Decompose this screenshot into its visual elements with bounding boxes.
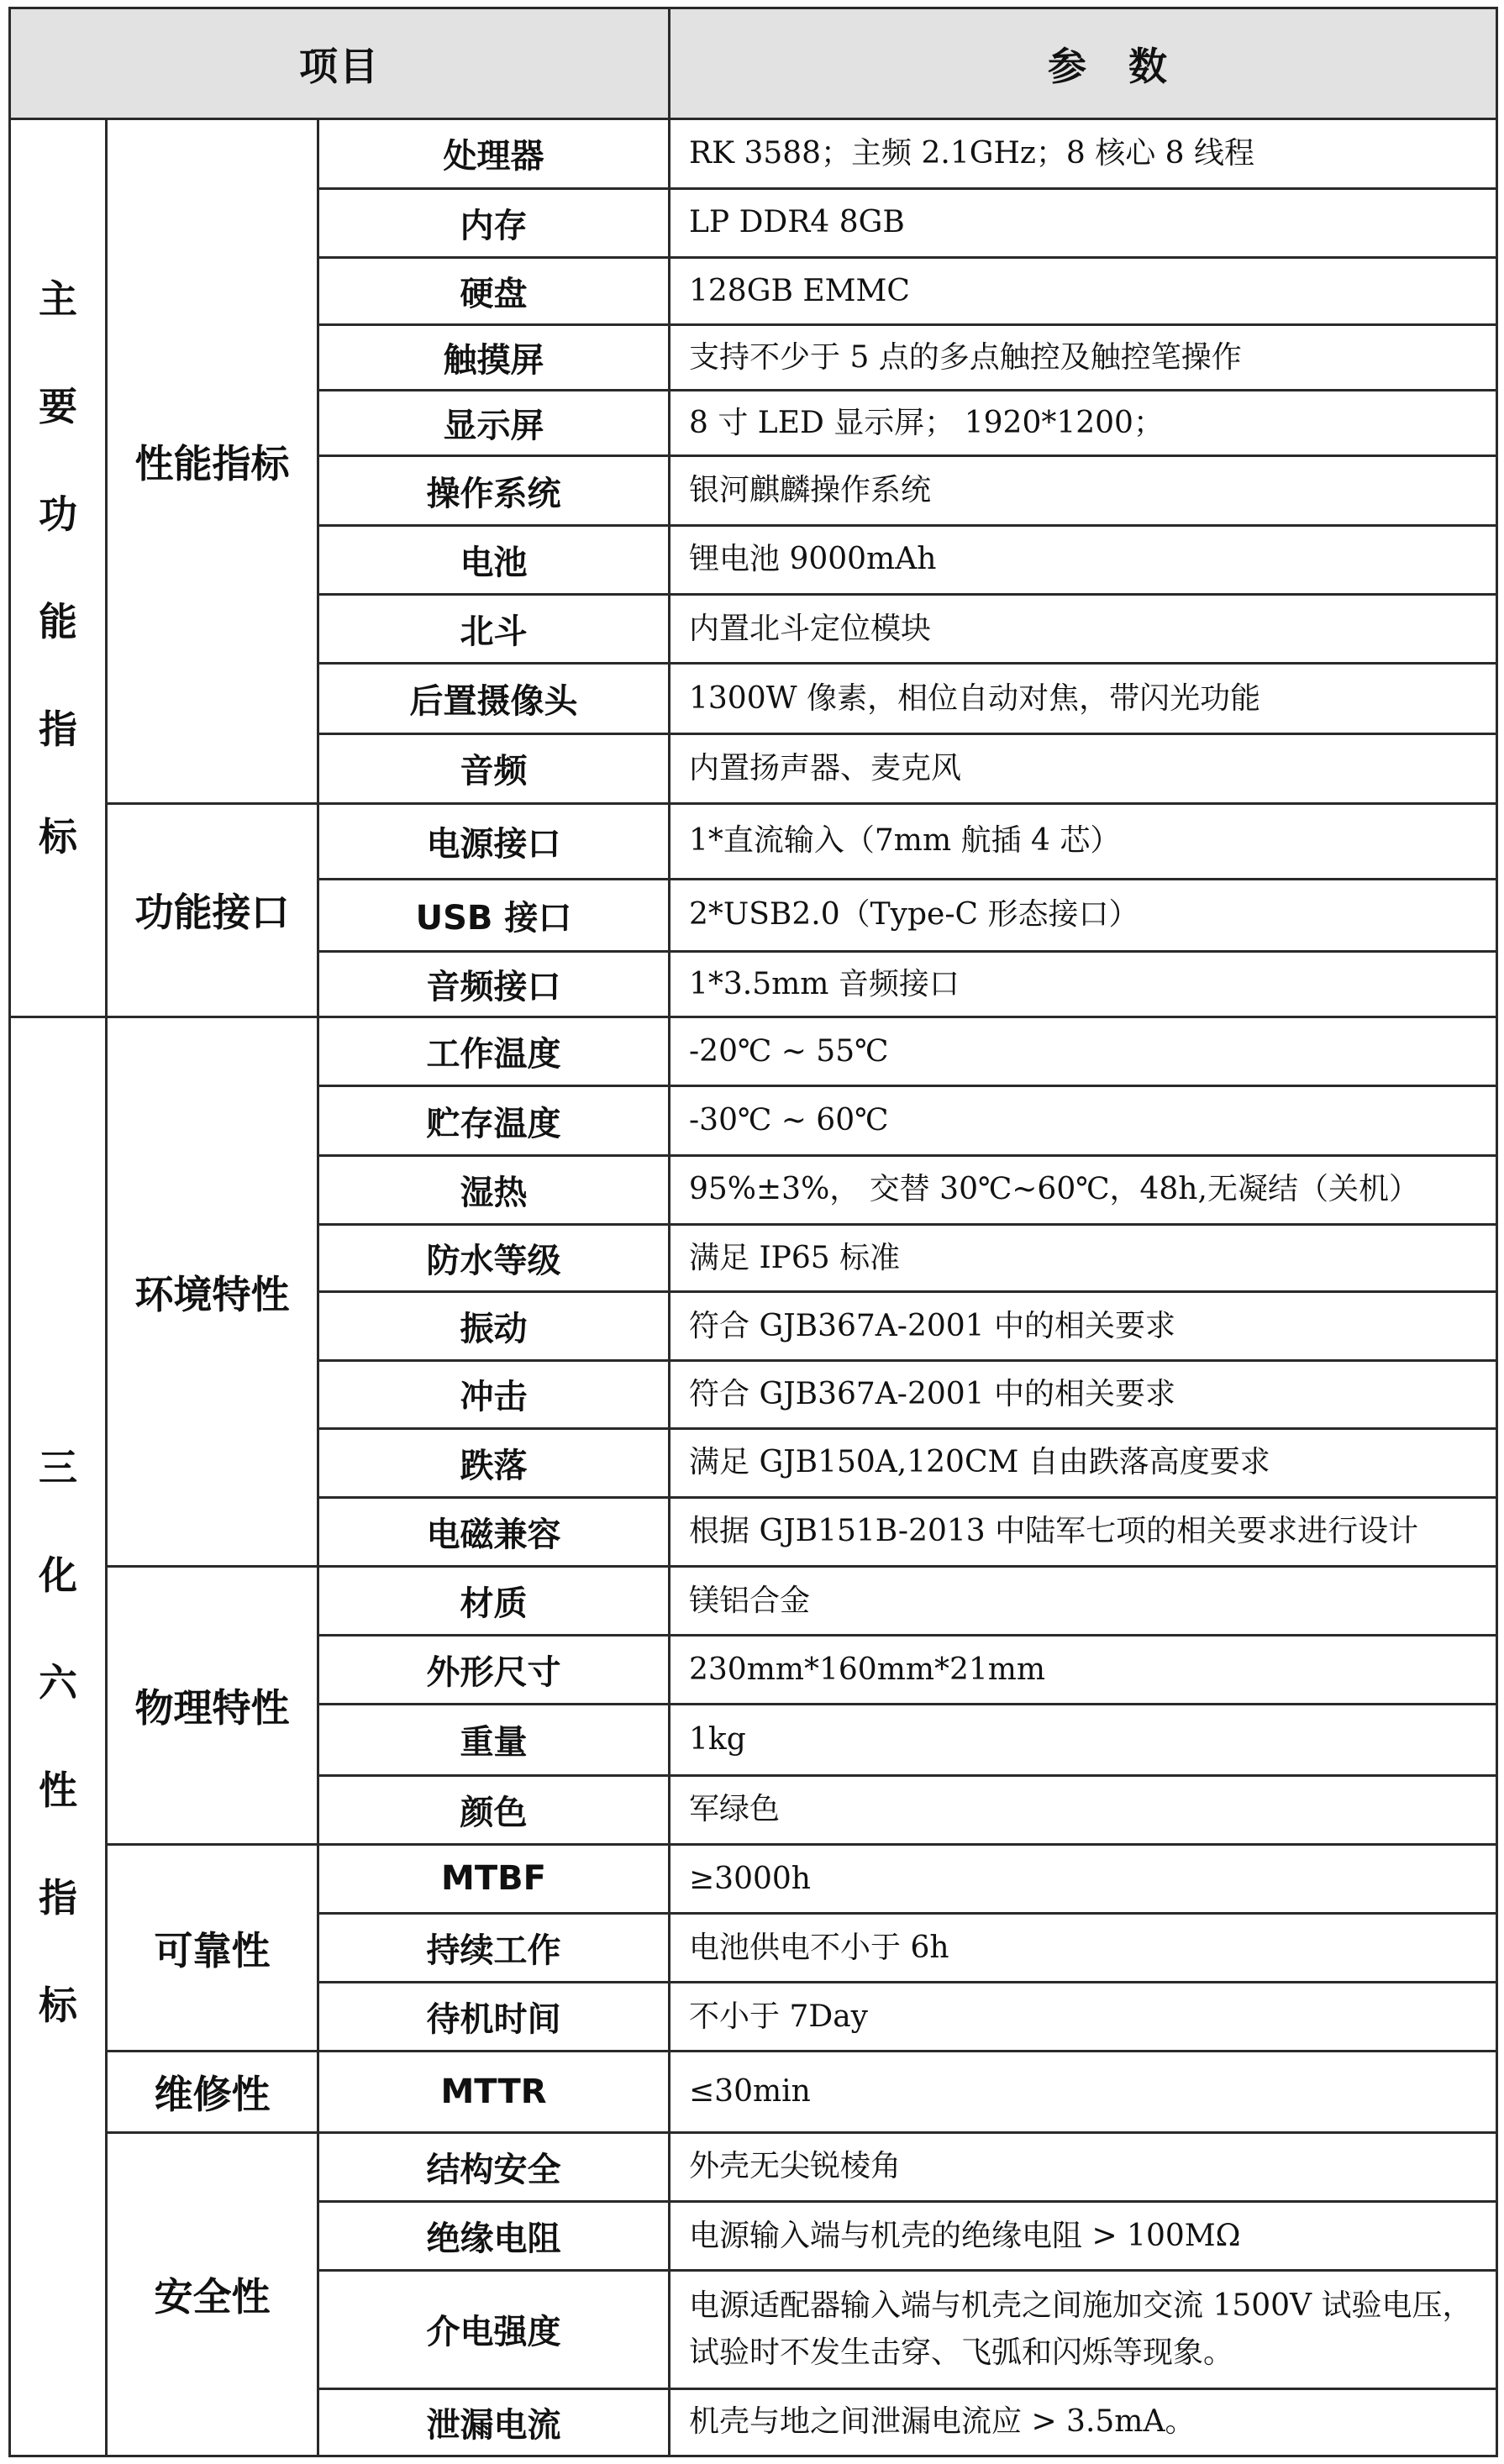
param-value: 内置扬声器、麦克风 bbox=[670, 734, 1497, 803]
category-physical: 物理特性 bbox=[107, 1566, 318, 1844]
item-label: 颜色 bbox=[318, 1775, 670, 1844]
param-value: 符合 GJB367A-2001 中的相关要求 bbox=[670, 1361, 1497, 1428]
item-label: 音频接口 bbox=[318, 951, 670, 1017]
param-value: 不小于 7Day bbox=[670, 1983, 1497, 2052]
item-label: 触摸屏 bbox=[318, 325, 670, 391]
item-label: 结构安全 bbox=[318, 2132, 670, 2201]
header-param: 参 数 bbox=[670, 8, 1497, 119]
param-value: 银河麒麟操作系统 bbox=[670, 456, 1497, 525]
item-label: 跌落 bbox=[318, 1428, 670, 1497]
item-label: 外形尺寸 bbox=[318, 1636, 670, 1705]
category-interface: 功能接口 bbox=[107, 803, 318, 1017]
item-label: 操作系统 bbox=[318, 456, 670, 525]
category-reliability: 可靠性 bbox=[107, 1844, 318, 2052]
param-value: 锂电池 9000mAh bbox=[670, 525, 1497, 594]
item-label: MTBF bbox=[318, 1844, 670, 1913]
item-label: 电源接口 bbox=[318, 803, 670, 879]
param-value: 8 寸 LED 显示屏； 1920*1200； bbox=[670, 391, 1497, 456]
table-row bbox=[10, 2132, 1497, 2201]
param-value: 1*直流输入（7mm 航插 4 芯） bbox=[670, 803, 1497, 879]
item-label: 泄漏电流 bbox=[318, 2388, 670, 2456]
param-value: 1*3.5mm 音频接口 bbox=[670, 951, 1497, 1017]
item-label: 电池 bbox=[318, 525, 670, 594]
category-maintainability: 维修性 bbox=[107, 2052, 318, 2132]
param-value: 符合 GJB367A-2001 中的相关要求 bbox=[670, 1292, 1497, 1361]
param-value: -30℃ ~ 60℃ bbox=[670, 1086, 1497, 1155]
item-label: 显示屏 bbox=[318, 391, 670, 456]
spec-table bbox=[8, 7, 1498, 2457]
param-value: 外壳无尖锐棱角 bbox=[670, 2132, 1497, 2201]
item-label: 贮存温度 bbox=[318, 1086, 670, 1155]
param-value: 军绿色 bbox=[670, 1775, 1497, 1844]
table-row bbox=[10, 119, 1497, 188]
table-row bbox=[10, 803, 1497, 879]
param-value: 支持不少于 5 点的多点触控及触控笔操作 bbox=[670, 325, 1497, 391]
item-label: 北斗 bbox=[318, 594, 670, 663]
item-label: 冲击 bbox=[318, 1361, 670, 1428]
param-value: 镁铝合金 bbox=[670, 1566, 1497, 1635]
param-value: -20℃ ~ 55℃ bbox=[670, 1017, 1497, 1086]
item-label: 音频 bbox=[318, 734, 670, 803]
param-value: 2*USB2.0（Type-C 形态接口） bbox=[670, 879, 1497, 951]
table-row bbox=[10, 1017, 1497, 1086]
item-label: 防水等级 bbox=[318, 1224, 670, 1291]
item-label: 湿热 bbox=[318, 1155, 670, 1224]
group-three-label: 三 化 六 性 指 标 bbox=[10, 1017, 107, 2456]
param-value: 根据 GJB151B-2013 中陆军七项的相关要求进行设计 bbox=[670, 1497, 1497, 1566]
table-row bbox=[10, 1844, 1497, 1913]
category-performance: 性能指标 bbox=[107, 119, 318, 803]
item-label: 待机时间 bbox=[318, 1983, 670, 2052]
param-value: 内置北斗定位模块 bbox=[670, 594, 1497, 663]
item-label: 重量 bbox=[318, 1705, 670, 1775]
item-label: 电磁兼容 bbox=[318, 1497, 670, 1566]
param-value: 电源适配器输入端与机壳之间施加交流 1500V 试验电压，试验时不发生击穿、飞弧和闪烁等现象。 bbox=[670, 2271, 1497, 2388]
param-value: 128GB EMMC bbox=[670, 257, 1497, 324]
category-safety: 安全性 bbox=[107, 2132, 318, 2456]
header-row bbox=[10, 8, 1497, 119]
param-value: RK 3588；主频 2.1GHz；8 核心 8 线程 bbox=[670, 119, 1497, 188]
param-value: 电源输入端与机壳的绝缘电阻 > 100MΩ bbox=[670, 2201, 1497, 2270]
item-label: 工作温度 bbox=[318, 1017, 670, 1086]
param-value: 1kg bbox=[670, 1705, 1497, 1775]
param-value: 1300W 像素，相位自动对焦，带闪光功能 bbox=[670, 664, 1497, 734]
param-value: ≥3000h bbox=[670, 1844, 1497, 1913]
param-value: ≤30min bbox=[670, 2052, 1497, 2132]
item-label: 持续工作 bbox=[318, 1914, 670, 1983]
param-value: 电池供电不小于 6h bbox=[670, 1914, 1497, 1983]
item-label: USB 接口 bbox=[318, 879, 670, 951]
item-label: 后置摄像头 bbox=[318, 664, 670, 734]
table-row bbox=[10, 1566, 1497, 1635]
item-label: 内存 bbox=[318, 188, 670, 257]
param-value: 满足 GJB150A,120CM 自由跌落高度要求 bbox=[670, 1428, 1497, 1497]
item-label: 硬盘 bbox=[318, 257, 670, 324]
param-value: 满足 IP65 标准 bbox=[670, 1224, 1497, 1291]
item-label: 介电强度 bbox=[318, 2271, 670, 2388]
group-main-label: 主 要 功 能 指 标 bbox=[10, 119, 107, 1017]
item-label: 材质 bbox=[318, 1566, 670, 1635]
header-item: 项目 bbox=[10, 8, 670, 119]
param-value: 95%±3%， 交替 30℃~60℃，48h,无凝结（关机） bbox=[670, 1155, 1497, 1224]
table-row bbox=[10, 2052, 1497, 2132]
item-label: 绝缘电阻 bbox=[318, 2201, 670, 2270]
param-value: 230mm*160mm*21mm bbox=[670, 1636, 1497, 1705]
param-value: 机壳与地之间泄漏电流应 > 3.5mA。 bbox=[670, 2388, 1497, 2456]
item-label: 振动 bbox=[318, 1292, 670, 1361]
item-label: 处理器 bbox=[318, 119, 670, 188]
item-label: MTTR bbox=[318, 2052, 670, 2132]
param-value: LP DDR4 8GB bbox=[670, 188, 1497, 257]
category-environment: 环境特性 bbox=[107, 1017, 318, 1567]
